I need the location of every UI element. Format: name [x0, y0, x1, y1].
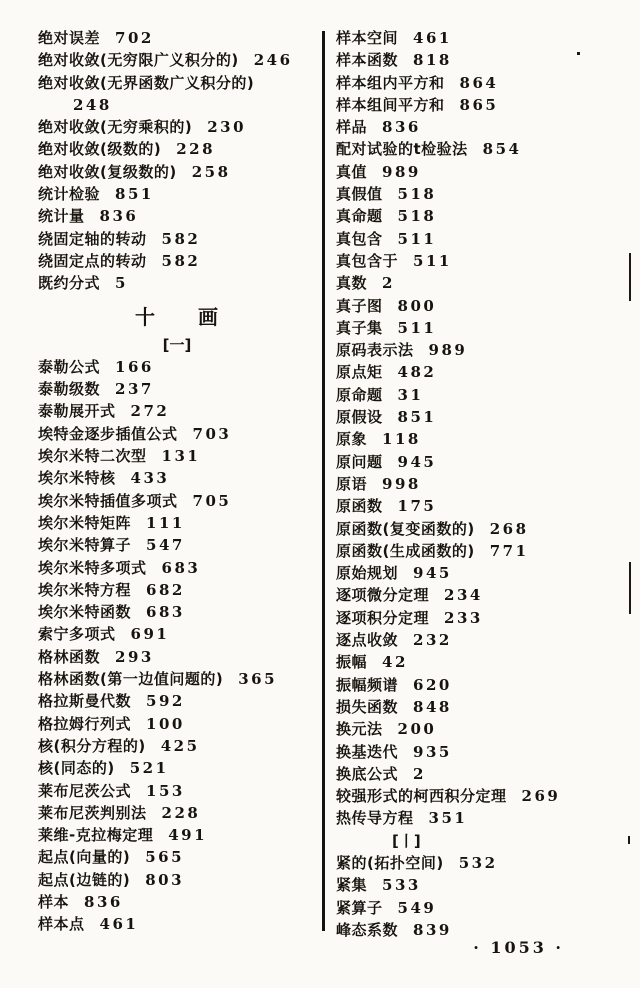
entry-term: 泰勒级数 — [38, 380, 101, 399]
index-entry — [336, 495, 634, 517]
index-entry — [38, 250, 316, 272]
entry-page-number: 31 — [397, 385, 424, 404]
entry-page-number: 836 — [382, 118, 421, 137]
entry-term: 统计量 — [38, 207, 85, 226]
entry-page-number: 272 — [130, 402, 170, 421]
index-entry — [38, 623, 316, 645]
index-entry — [336, 295, 634, 317]
entry-term: 绝对收敛(级数的) — [38, 140, 162, 159]
index-entry — [336, 518, 634, 540]
index-entry — [336, 651, 634, 673]
entry-page-number: 100 — [146, 714, 185, 733]
subsection-heading: [一] — [162, 335, 192, 354]
entry-term: 样本组间平方和 — [336, 95, 445, 114]
index-entry — [38, 557, 316, 579]
entry-page-number: 2 — [382, 274, 395, 293]
index-entry — [38, 757, 316, 779]
entry-term: 格拉斯曼代数 — [38, 692, 132, 711]
entry-term: 逐项积分定理 — [336, 608, 430, 627]
entry-page-number: 2 — [413, 764, 426, 783]
section-heading: 十 画 — [135, 304, 219, 329]
entry-term: 起点(向量的) — [38, 848, 131, 867]
entry-term: 莱维-克拉梅定理 — [38, 826, 154, 845]
scan-artifact — [628, 836, 630, 844]
index-entry — [38, 161, 316, 183]
entry-page-number: 111 — [146, 513, 185, 532]
index-entry — [336, 874, 634, 896]
index-entry — [336, 161, 634, 183]
entry-page-number: 175 — [397, 497, 437, 516]
entry-page-number: 989 — [382, 162, 421, 181]
entry-page-number: 683 — [161, 558, 201, 577]
page-number: · 1053 · — [473, 938, 564, 957]
entry-page-number: 228 — [161, 803, 201, 822]
index-entry — [38, 713, 316, 735]
entry-page-number: 532 — [458, 853, 498, 872]
entry-term: 原码表示法 — [336, 341, 414, 360]
index-entry — [38, 646, 316, 668]
scan-artifact — [577, 52, 580, 55]
entry-term: 真包含于 — [336, 251, 399, 270]
entry-page-number: 864 — [459, 73, 499, 92]
entry-term: 原象 — [336, 430, 368, 449]
entry-page-number: 153 — [146, 781, 185, 800]
entry-term: 莱布尼茨公式 — [38, 781, 132, 800]
entry-page-number: 42 — [382, 653, 408, 672]
index-entry — [38, 445, 316, 467]
entry-term: 绝对收敛(无穷限广义积分的) — [38, 51, 239, 70]
entry-page-number: 365 — [238, 670, 278, 689]
entry-page-number: 237 — [115, 380, 154, 399]
entry-term: 热传导方程 — [336, 809, 414, 828]
entry-term: 原函数(复变函数的) — [336, 519, 475, 538]
entry-page-number: 705 — [192, 491, 232, 510]
index-entry — [38, 534, 316, 556]
entry-term: 埃尔米特二次型 — [38, 447, 147, 466]
index-entry — [336, 27, 634, 49]
entry-term: 样本组内平方和 — [336, 73, 445, 92]
entry-term: 原始规划 — [336, 564, 399, 583]
entry-page-number: 851 — [115, 185, 154, 204]
entry-page-number: 511 — [413, 251, 452, 270]
scan-artifact — [629, 253, 631, 301]
index-entry — [336, 406, 634, 428]
entry-term: 核(同态的) — [38, 759, 115, 778]
entry-term: 埃尔米特插值多项式 — [38, 491, 178, 510]
index-entry — [336, 250, 634, 272]
entry-page-number: 461 — [99, 915, 139, 934]
index-entry — [336, 339, 634, 361]
entry-term: 绝对误差 — [38, 29, 101, 47]
entry-page-number: 703 — [192, 424, 232, 443]
entry-page-number: 511 — [397, 229, 437, 248]
entry-page-number: 246 — [253, 51, 293, 70]
entry-term: 原函数 — [336, 497, 383, 516]
index-entry — [336, 228, 634, 250]
entry-page-number: 248 — [73, 95, 112, 114]
entry-page-number: 230 — [207, 118, 247, 137]
entry-term: 泰勒展开式 — [38, 402, 116, 421]
entry-page-number: 771 — [489, 541, 529, 560]
index-entry — [336, 116, 634, 138]
index-entry — [38, 512, 316, 534]
index-entry — [336, 741, 634, 763]
entry-page-number: 533 — [382, 876, 421, 895]
entry-term: 真命题 — [336, 207, 383, 226]
entry-term: 真子集 — [336, 318, 383, 337]
index-entry — [38, 891, 316, 913]
index-entry — [38, 668, 316, 690]
entry-page-number: 228 — [176, 140, 216, 159]
entry-page-number: 518 — [397, 207, 437, 226]
entry-term: 真值 — [336, 162, 368, 181]
index-entry — [336, 696, 634, 718]
entry-page-number: 166 — [115, 357, 154, 376]
entry-term: 逐项微分定理 — [336, 586, 430, 605]
index-entry — [336, 629, 634, 651]
index-entry — [336, 361, 634, 383]
entry-term: 紧的(拓扑空间) — [336, 853, 444, 872]
entry-term: 原点矩 — [336, 363, 383, 382]
index-entry — [336, 205, 634, 227]
index-entry — [38, 802, 316, 824]
entry-page-number: 836 — [84, 892, 123, 911]
index-entry — [38, 735, 316, 757]
index-entry — [38, 27, 316, 49]
entry-page-number: 989 — [428, 341, 468, 360]
index-column-right — [336, 27, 634, 941]
index-entry — [38, 228, 316, 250]
entry-page-number: 865 — [459, 95, 499, 114]
index-entry — [38, 72, 316, 94]
scan-artifact — [629, 562, 631, 614]
subsection-heading: [丨] — [392, 831, 421, 850]
entry-term: 换底公式 — [336, 764, 399, 783]
entry-term: 埃尔米特方程 — [38, 580, 132, 599]
entry-term: 样本函数 — [336, 51, 399, 70]
entry-page-number: 131 — [161, 447, 201, 466]
entry-term: 索宁多项式 — [38, 625, 116, 644]
entry-page-number: 854 — [482, 140, 522, 159]
entry-page-number: 945 — [397, 452, 437, 471]
index-entry — [38, 356, 316, 378]
entry-page-number: 836 — [99, 207, 139, 226]
entry-term: 格拉姆行列式 — [38, 714, 132, 733]
index-entry — [336, 562, 634, 584]
index-entry — [336, 272, 634, 294]
entry-term: 统计检验 — [38, 185, 101, 204]
entry-page-number: 461 — [413, 29, 452, 47]
index-entry — [38, 869, 316, 891]
entry-term: 埃尔米特核 — [38, 469, 116, 488]
entry-page-number: 233 — [444, 608, 483, 627]
index-entry — [336, 428, 634, 450]
entry-term: 换基迭代 — [336, 742, 399, 761]
entry-page-number: 945 — [413, 564, 452, 583]
entry-term: 真数 — [336, 274, 368, 293]
entry-term: 原命题 — [336, 385, 383, 404]
entry-page-number: 258 — [191, 162, 231, 181]
entry-term: 莱布尼茨判别法 — [38, 803, 147, 822]
index-entry — [336, 584, 634, 606]
entry-term: 紧算子 — [336, 898, 383, 917]
entry-term: 较强形式的柯西积分定理 — [336, 787, 507, 806]
entry-term: 振幅频谱 — [336, 675, 399, 694]
entry-page-number: 433 — [130, 469, 170, 488]
entry-term: 绝对收敛(无穷乘积的) — [38, 118, 193, 137]
entry-page-number: 482 — [397, 363, 437, 382]
index-entry — [336, 317, 634, 339]
entry-page-number: 268 — [489, 519, 529, 538]
entry-term: 起点(边链的) — [38, 870, 131, 889]
entry-term: 振幅 — [336, 653, 368, 672]
entry-page-number: 293 — [115, 647, 154, 666]
entry-page-number: 232 — [413, 631, 452, 650]
index-entry — [38, 490, 316, 512]
index-entry — [336, 451, 634, 473]
entry-page-number: 818 — [413, 51, 452, 70]
index-entry — [38, 423, 316, 445]
entry-term: 配对试验的t检验法 — [336, 140, 468, 159]
entry-page-number: 200 — [397, 720, 437, 739]
entry-page-number: 803 — [145, 870, 185, 889]
index-entry — [38, 400, 316, 422]
entry-term: 紧集 — [336, 876, 368, 895]
entry-term: 峰态系数 — [336, 920, 399, 939]
entry-term: 换元法 — [336, 720, 383, 739]
index-entry — [336, 183, 634, 205]
entry-term: 既约分式 — [38, 274, 101, 293]
index-entry — [336, 852, 634, 874]
index-entry — [336, 138, 634, 160]
entry-page-number: 118 — [382, 430, 421, 449]
entry-page-number: 582 — [161, 229, 201, 248]
index-entry — [38, 913, 316, 935]
index-entry — [336, 72, 634, 94]
entry-term: 真假值 — [336, 185, 383, 204]
index-column-left — [38, 27, 316, 936]
entry-page-number: 425 — [160, 736, 200, 755]
index-entry — [336, 763, 634, 785]
index-entry-continuation — [38, 94, 316, 116]
index-entry — [38, 601, 316, 623]
index-entry — [38, 183, 316, 205]
index-entry — [38, 780, 316, 802]
entry-page-number: 582 — [161, 251, 201, 270]
entry-page-number: 351 — [428, 809, 468, 828]
index-entry — [38, 205, 316, 227]
entry-term: 真子图 — [336, 296, 383, 315]
index-entry — [336, 49, 634, 71]
entry-page-number: 800 — [397, 296, 437, 315]
entry-page-number: 5 — [115, 274, 128, 293]
entry-term: 绕固定轴的转动 — [38, 229, 147, 248]
entry-term: 损失函数 — [336, 697, 399, 716]
entry-page-number: 491 — [168, 826, 208, 845]
entry-term: 原语 — [336, 474, 368, 493]
column-divider — [322, 31, 325, 931]
entry-page-number: 620 — [413, 675, 452, 694]
entry-page-number: 521 — [129, 759, 169, 778]
index-entry — [336, 897, 634, 919]
entry-term: 埃尔米特矩阵 — [38, 513, 132, 532]
entry-term: 格林函数 — [38, 647, 101, 666]
entry-term: 原函数(生成函数的) — [336, 541, 475, 560]
index-entry — [336, 674, 634, 696]
entry-term: 埃尔米特函数 — [38, 603, 132, 622]
index-entry — [38, 579, 316, 601]
index-entry — [38, 138, 316, 160]
entry-page-number: 682 — [146, 580, 185, 599]
index-entry — [38, 272, 316, 294]
index-entry — [38, 824, 316, 846]
entry-term: 埃尔米特算子 — [38, 536, 132, 555]
entry-term: 埃尔米特多项式 — [38, 558, 147, 577]
index-entry — [336, 540, 634, 562]
entry-term: 绝对收敛(复级数的) — [38, 162, 177, 181]
entry-term: 样本点 — [38, 915, 85, 934]
entry-page-number: 683 — [146, 603, 185, 622]
entry-term: 绕固定点的转动 — [38, 251, 147, 270]
entry-page-number: 851 — [397, 408, 437, 427]
index-entry — [38, 49, 316, 71]
entry-term: 绝对收敛(无界函数广义积分的) — [38, 73, 255, 92]
index-entry — [336, 718, 634, 740]
entry-term: 样本 — [38, 892, 70, 911]
entry-page-number: 511 — [397, 318, 437, 337]
entry-page-number: 848 — [413, 697, 452, 716]
index-entry — [336, 384, 634, 406]
index-entry — [336, 785, 634, 807]
index-entry — [336, 607, 634, 629]
entry-page-number: 691 — [130, 625, 170, 644]
entry-page-number: 234 — [444, 586, 483, 605]
entry-page-number: 565 — [145, 848, 185, 867]
index-entry — [38, 690, 316, 712]
index-entry — [336, 94, 634, 116]
index-entry — [38, 116, 316, 138]
index-entry — [38, 846, 316, 868]
entry-page-number: 518 — [397, 185, 437, 204]
entry-term: 样品 — [336, 118, 368, 137]
index-entry — [38, 378, 316, 400]
entry-page-number: 839 — [413, 920, 452, 939]
entry-page-number: 547 — [146, 536, 185, 555]
entry-term: 核(积分方程的) — [38, 736, 146, 755]
entry-page-number: 269 — [521, 787, 561, 806]
entry-page-number: 998 — [382, 474, 421, 493]
index-entry — [336, 473, 634, 495]
index-entry — [336, 807, 634, 829]
entry-page-number: 702 — [115, 29, 154, 47]
entry-term: 逐点收敛 — [336, 631, 399, 650]
entry-term: 埃特金逐步插值公式 — [38, 424, 178, 443]
entry-page-number: 935 — [413, 742, 452, 761]
entry-term: 真包含 — [336, 229, 383, 248]
entry-page-number: 549 — [397, 898, 437, 917]
entry-page-number: 592 — [146, 692, 185, 711]
index-entry — [38, 467, 316, 489]
entry-term: 样本空间 — [336, 29, 399, 47]
entry-term: 原问题 — [336, 452, 383, 471]
entry-term: 泰勒公式 — [38, 357, 101, 376]
entry-term: 格林函数(第一边值问题的) — [38, 670, 224, 689]
entry-term: 原假设 — [336, 408, 383, 427]
